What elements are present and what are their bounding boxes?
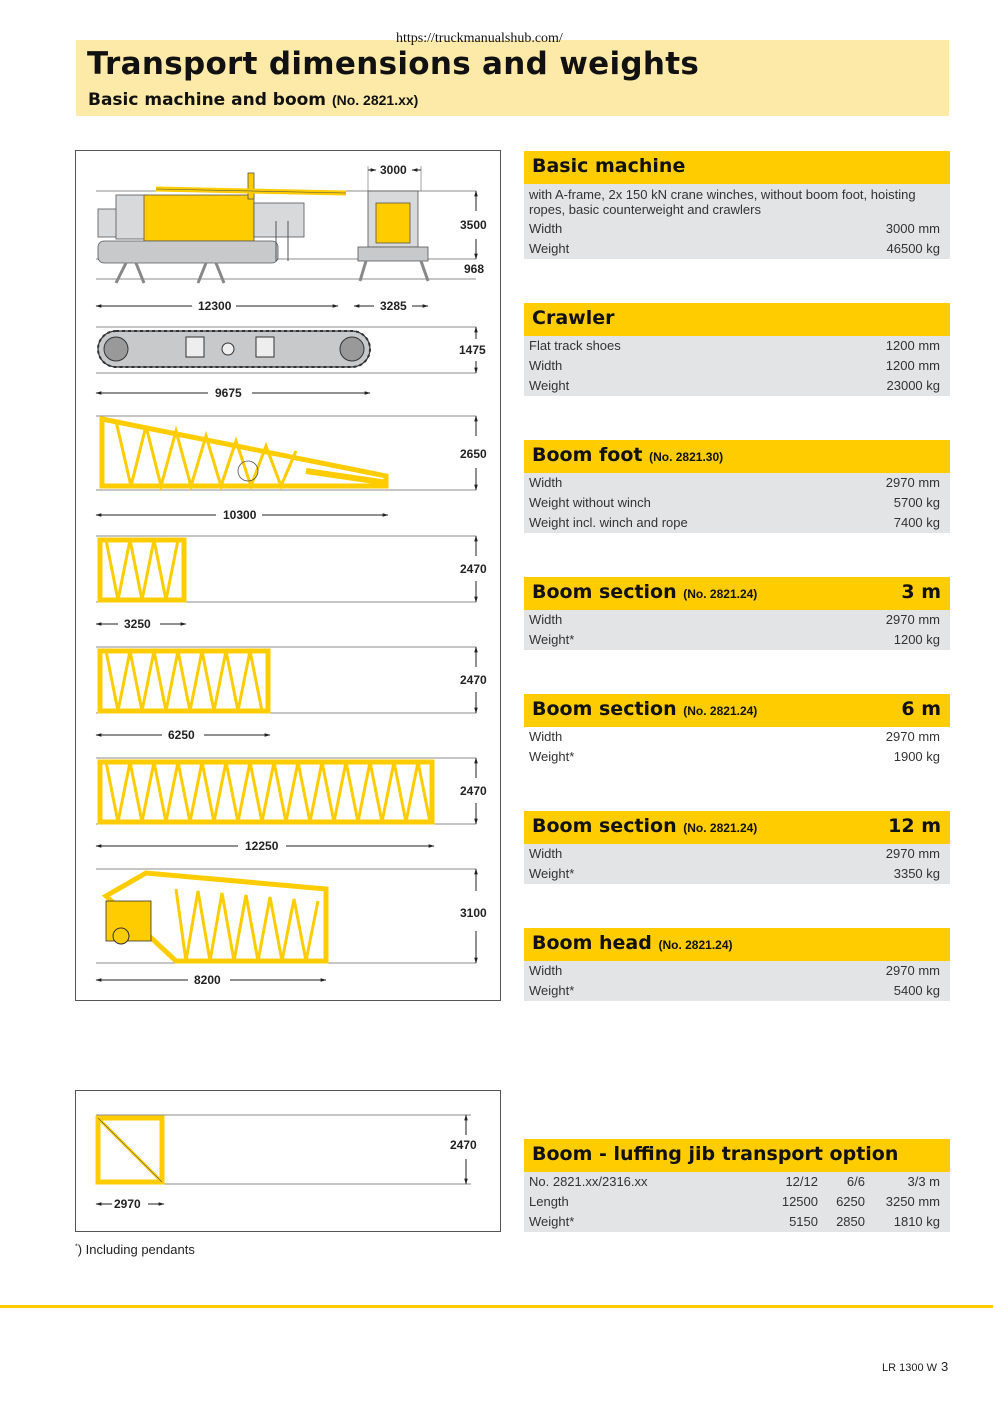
boom-foot-drawing: [102, 419, 388, 486]
cell-3: 1810 kg: [893, 1214, 940, 1229]
footnote: [75, 1242, 195, 1257]
drawings-svg: [76, 151, 500, 1000]
row-value: 2970 mm: [885, 729, 940, 744]
row-label: Weight*: [529, 749, 575, 764]
row-label: Width: [529, 221, 563, 236]
row-value: 1200 mm: [885, 358, 940, 373]
basic-machine-table: [524, 151, 950, 259]
row-value: 7400 kg: [893, 515, 940, 530]
row-label: Weight*: [529, 866, 575, 881]
model-name: LR 1300 W: [882, 1362, 938, 1374]
table-row: [524, 844, 950, 864]
table-row: [524, 864, 950, 884]
row-label: Weight*: [529, 983, 575, 998]
row-value: 3350 kg: [893, 866, 940, 881]
row-value: 3000 mm: [885, 221, 940, 236]
boom-section-3m-drawing: [100, 540, 184, 600]
dimension-label: 3285: [380, 299, 407, 313]
dimension-label: 12300: [198, 299, 232, 313]
table-row: [524, 961, 950, 981]
dimension-label: 1475: [459, 343, 486, 357]
boom-section-12m-size: 12 m: [888, 815, 941, 837]
boom-section-12m-title-text: Boom section: [532, 815, 677, 837]
boom-cross-section-drawing: [98, 1118, 162, 1182]
table-row: [524, 747, 950, 767]
dimension-label: 3250: [124, 617, 151, 631]
page-number: 3: [941, 1359, 949, 1374]
row-label: Length: [529, 1194, 569, 1209]
crawler-title: Crawler: [532, 307, 615, 329]
row-value: 2970 mm: [885, 612, 940, 627]
luffing-jib-table: [524, 1139, 950, 1232]
dimension-label: 3000: [380, 163, 407, 177]
dimension-label: 3100: [460, 906, 487, 920]
boom-section-6m-drawing: [100, 651, 268, 711]
row-label: Width: [529, 612, 563, 627]
basic-machine-title: Basic machine: [532, 155, 686, 177]
row-label: Flat track shoes: [529, 338, 621, 353]
drawings-panel: [75, 150, 501, 1001]
dimension-label: 3500: [460, 218, 487, 232]
row-value: 1200 kg: [893, 632, 940, 647]
boom-foot-title: [532, 444, 723, 466]
cross-section-panel: [75, 1090, 501, 1232]
row-value: 5700 kg: [893, 495, 940, 510]
table-row: [524, 219, 950, 239]
row-value: 1200 mm: [885, 338, 940, 353]
table-row: [524, 610, 950, 630]
basic-machine-side-drawing: [98, 173, 346, 283]
row-value: 2970 mm: [885, 963, 940, 978]
boom-section-3m-title: [532, 581, 757, 603]
row-label: Weight incl. winch and rope: [529, 515, 688, 530]
basic-machine-front-drawing: [358, 191, 428, 281]
dimension-label: 2470: [460, 784, 487, 798]
xsec-width-label: 2970: [114, 1197, 141, 1211]
boom-head-title: [532, 932, 733, 954]
boom-section-12m-title: [532, 815, 757, 837]
boom-section-6m-header: [524, 694, 950, 727]
boom-section-3m-header: [524, 577, 950, 610]
table-row: [524, 981, 950, 1001]
boom-head-table: [524, 928, 950, 1001]
boom-head-drawing: [106, 873, 326, 961]
dimension-label: 2470: [460, 673, 487, 687]
crawler-drawing: [98, 331, 370, 367]
boom-section-3m-size: 3 m: [901, 581, 941, 603]
table-row: [524, 356, 950, 376]
page-title: Transport dimensions and weights: [87, 46, 700, 82]
table-row: [524, 493, 950, 513]
table-row: [524, 336, 950, 356]
row-value: 5400 kg: [893, 983, 940, 998]
page-header: [76, 40, 949, 116]
table-row: [524, 513, 950, 533]
boom-head-number: (No. 2821.24): [658, 938, 733, 952]
boom-head-header: [524, 928, 950, 961]
row-label: Width: [529, 963, 563, 978]
table-row: [524, 727, 950, 747]
subtitle-text: Basic machine and boom: [88, 90, 327, 110]
cell-12: 12/12: [785, 1174, 818, 1189]
boom-foot-number: (No. 2821.30): [649, 450, 724, 464]
boom-section-12m-header: [524, 811, 950, 844]
boom-foot-title-text: Boom foot: [532, 444, 643, 466]
table-row: [524, 473, 950, 493]
cell-3: 3250 mm: [885, 1194, 940, 1209]
crawler-header: [524, 303, 950, 336]
boom-section-6m-title: [532, 698, 757, 720]
boom-section-12m-drawing: [100, 762, 432, 822]
table-row: [524, 376, 950, 396]
dimension-label: 6250: [168, 728, 195, 742]
dimension-label: 2470: [460, 562, 487, 576]
boom-section-6m-size: 6 m: [901, 698, 941, 720]
footnote-text: ) Including pendants: [77, 1242, 195, 1257]
dimension-label: 968: [464, 262, 485, 276]
table-row: [524, 1192, 950, 1212]
cell-3: 3/3 m: [907, 1174, 940, 1189]
xsec-height-label: 2470: [450, 1138, 477, 1152]
row-label: Width: [529, 475, 563, 490]
row-label: Width: [529, 358, 563, 373]
row-label: Width: [529, 729, 563, 744]
row-label: Weight*: [529, 632, 575, 647]
row-value: 46500 kg: [886, 241, 940, 256]
boom-section-6m-number: (No. 2821.24): [683, 704, 758, 718]
dimension-label: 12250: [245, 839, 279, 853]
source-url[interactable]: https://truckmanualshub.com/: [396, 31, 563, 46]
row-label: Weight without winch: [529, 495, 651, 510]
boom-section-3m-table: [524, 577, 950, 650]
boom-section-6m-table: [524, 694, 950, 767]
basic-machine-header: [524, 151, 950, 184]
table-row: [524, 630, 950, 650]
table-row: [524, 1212, 950, 1232]
dimension-label: 2650: [460, 447, 487, 461]
subtitle-number: (No. 2821.xx): [331, 92, 419, 108]
boom-section-12m-number: (No. 2821.24): [683, 821, 758, 835]
cell-12: 12500: [781, 1194, 818, 1209]
luffing-jib-header: [524, 1139, 950, 1172]
row-label: Width: [529, 846, 563, 861]
cell-6: 6250: [836, 1194, 865, 1209]
basic-machine-description: with A-frame, 2x 150 kN crane winches, without boom foot, hoisting ropes, basic counterweight and crawlers: [524, 184, 950, 219]
boom-section-12m-table: [524, 811, 950, 884]
dimension-label: 8200: [194, 973, 221, 987]
boom-head-title-text: Boom head: [532, 932, 652, 954]
table-row: [524, 239, 950, 259]
row-value: 2970 mm: [885, 475, 940, 490]
table-row: [524, 1172, 950, 1192]
boom-foot-header: [524, 440, 950, 473]
page-subtitle: [88, 90, 418, 110]
cell-6: 2850: [836, 1214, 865, 1229]
boom-section-3m-title-text: Boom section: [532, 581, 677, 603]
luffing-jib-title: Boom - luffing jib transport option: [532, 1143, 899, 1165]
dimension-label: 9675: [215, 386, 242, 400]
row-label: Weight: [529, 241, 570, 256]
row-label: No. 2821.xx/2316.xx: [529, 1174, 648, 1189]
boom-section-3m-number: (No. 2821.24): [683, 587, 758, 601]
row-value: 2970 mm: [885, 846, 940, 861]
crawler-table: [524, 303, 950, 396]
row-label: Weight: [529, 378, 570, 393]
row-value: 1900 kg: [893, 749, 940, 764]
footnote-mark: *: [75, 1243, 78, 1251]
footer-rule: [0, 1305, 993, 1308]
cell-6: 6/6: [846, 1174, 865, 1189]
page-footer: [882, 1359, 948, 1374]
row-value: 23000 kg: [886, 378, 940, 393]
dimension-label: 10300: [223, 508, 257, 522]
row-label: Weight*: [529, 1214, 575, 1229]
boom-section-6m-title-text: Boom section: [532, 698, 677, 720]
cell-12: 5150: [789, 1214, 818, 1229]
boom-foot-table: [524, 440, 950, 533]
